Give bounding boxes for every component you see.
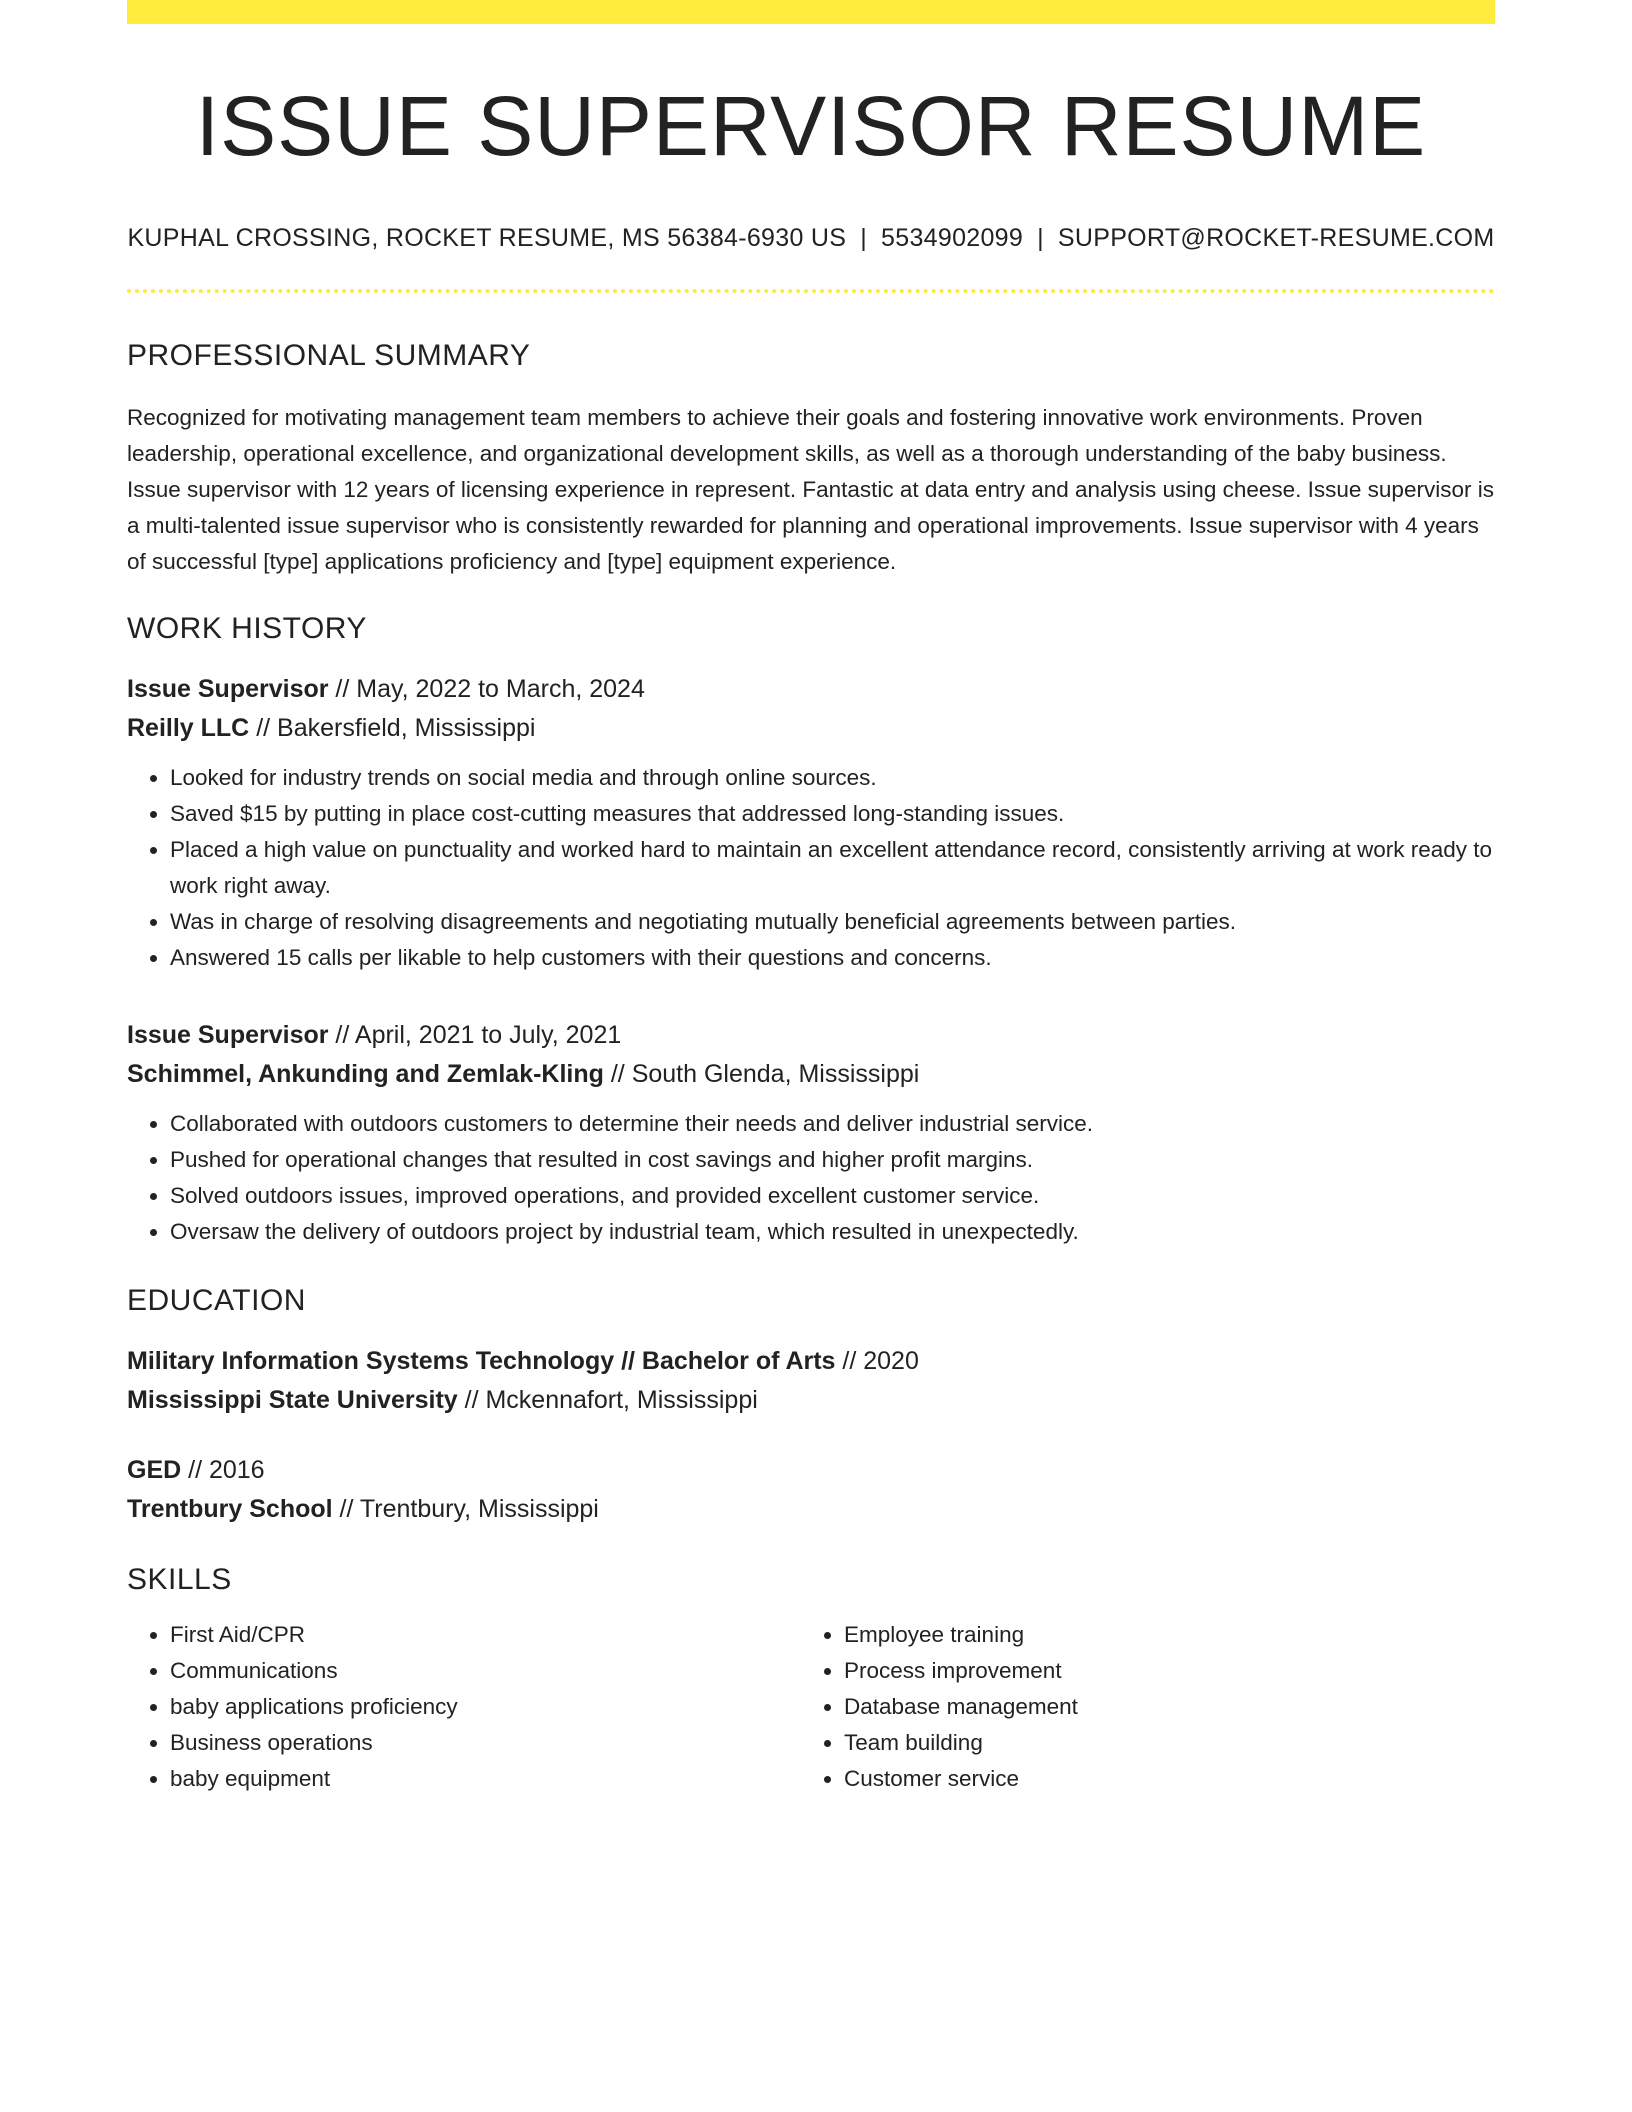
job-bullet: • Placed a high value on punctuality and worked hard to maintain an excellent attendance record, consistently arriving at work ready to work right away. bbox=[170, 832, 1495, 904]
education-year: // 2016 bbox=[181, 1456, 265, 1485]
skills-heading: SKILLS bbox=[127, 1563, 232, 1597]
summary-heading: PROFESSIONAL SUMMARY bbox=[127, 339, 531, 373]
job-bullet: • Saved $15 by putting in place cost-cutting measures that addressed long-standing issues. bbox=[170, 796, 1495, 832]
job-dates: // April, 2021 to July, 2021 bbox=[328, 1021, 622, 1050]
job-bullet: • Solved outdoors issues, improved operations, and provided excellent customer service. bbox=[170, 1178, 1495, 1214]
job-company: Reilly LLC bbox=[127, 714, 250, 743]
job-entry bbox=[127, 1016, 1495, 1250]
resume-title: ISSUE SUPERVISOR RESUME bbox=[195, 79, 1427, 173]
job-company-line bbox=[127, 1055, 1495, 1094]
job-bullet: • Oversaw the delivery of outdoors project by industrial team, which resulted in unexpectedly. bbox=[170, 1214, 1495, 1250]
resume-page bbox=[127, 0, 1495, 1797]
job-title: Issue Supervisor bbox=[127, 1021, 329, 1050]
skills-columns bbox=[127, 1617, 1495, 1797]
skill-item: • baby applications proficiency bbox=[170, 1689, 801, 1725]
skill-item: • baby equipment bbox=[170, 1761, 801, 1797]
education-school-line bbox=[127, 1490, 1495, 1529]
contact-phone: 5534902099 bbox=[881, 224, 1024, 253]
education-entry bbox=[127, 1342, 1495, 1420]
work-history-heading: WORK HISTORY bbox=[127, 612, 367, 646]
education-degree-line bbox=[127, 1342, 1495, 1381]
top-accent-bar bbox=[127, 0, 1495, 24]
job-bullets bbox=[127, 760, 1495, 976]
contact-line bbox=[127, 224, 1495, 253]
skill-item: • Customer service bbox=[844, 1761, 1475, 1797]
education-entry bbox=[127, 1451, 1495, 1529]
contact-email[interactable]: SUPPORT@ROCKET-RESUME.COM bbox=[1057, 224, 1495, 253]
summary-text: Recognized for motivating management team members to achieve their goals and fostering innovative work environments. Proven leadership, operational excellence, and organizational development skills, as well as a thorough understanding of the baby business. Issue supervisor with 12 years of licensing experience in represent. Fantastic at data entry and analysis using cheese. Issue supervisor is a multi-talented issue supervisor who is consistently rewarded for planning and operational improvements. Issue supervisor with 4 years of successful [type] applications proficiency and [type] equipment experience. bbox=[127, 405, 1494, 575]
contact-separator: | bbox=[1037, 224, 1044, 253]
job-bullet: • Answered 15 calls per likable to help customers with their questions and concerns. bbox=[170, 940, 1495, 976]
job-title: Issue Supervisor bbox=[127, 675, 329, 704]
education-degree-line bbox=[127, 1451, 1495, 1490]
job-entry bbox=[127, 670, 1495, 976]
skill-item: • Process improvement bbox=[844, 1653, 1475, 1689]
education-school: Mississippi State University bbox=[127, 1386, 458, 1415]
job-title-line bbox=[127, 1016, 1495, 1055]
education-degree: Military Information Systems Technology // Bachelor of Arts bbox=[127, 1347, 836, 1376]
job-company-line bbox=[127, 709, 1495, 748]
skill-item: • Database management bbox=[844, 1689, 1475, 1725]
contact-address: KUPHAL CROSSING, ROCKET RESUME, MS 56384-6930 US bbox=[127, 224, 847, 253]
education-year: // 2020 bbox=[835, 1347, 919, 1376]
job-bullet: • Pushed for operational changes that resulted in cost savings and higher profit margins. bbox=[170, 1142, 1495, 1178]
job-bullet: • Collaborated with outdoors customers to determine their needs and deliver industrial service. bbox=[170, 1106, 1495, 1142]
education-location: // Mckennafort, Mississippi bbox=[457, 1386, 758, 1415]
education-location: // Trentbury, Mississippi bbox=[332, 1495, 599, 1524]
education-heading: EDUCATION bbox=[127, 1284, 306, 1318]
education-degree: GED bbox=[127, 1456, 182, 1485]
job-bullets bbox=[127, 1106, 1495, 1250]
job-dates: // May, 2022 to March, 2024 bbox=[328, 675, 645, 704]
job-bullet: • Was in charge of resolving disagreements and negotiating mutually beneficial agreements between parties. bbox=[170, 904, 1495, 940]
skill-item: • Business operations bbox=[170, 1725, 801, 1761]
skill-item: • Employee training bbox=[844, 1617, 1475, 1653]
job-location: // South Glenda, Mississippi bbox=[603, 1060, 920, 1089]
contact-separator: | bbox=[860, 224, 868, 253]
job-company: Schimmel, Ankunding and Zemlak-Kling bbox=[127, 1060, 604, 1089]
dotted-divider bbox=[127, 289, 1495, 293]
job-bullet: • Looked for industry trends on social media and through online sources. bbox=[170, 760, 1495, 796]
skill-item: • First Aid/CPR bbox=[170, 1617, 801, 1653]
skill-item: • Communications bbox=[170, 1653, 801, 1689]
job-title-line bbox=[127, 670, 1495, 709]
education-school: Trentbury School bbox=[127, 1495, 333, 1524]
job-location: // Bakersfield, Mississippi bbox=[249, 714, 536, 743]
skills-list-right bbox=[801, 1617, 1475, 1797]
education-school-line bbox=[127, 1381, 1495, 1420]
skill-item: • Team building bbox=[844, 1725, 1475, 1761]
skills-list-left bbox=[127, 1617, 801, 1797]
